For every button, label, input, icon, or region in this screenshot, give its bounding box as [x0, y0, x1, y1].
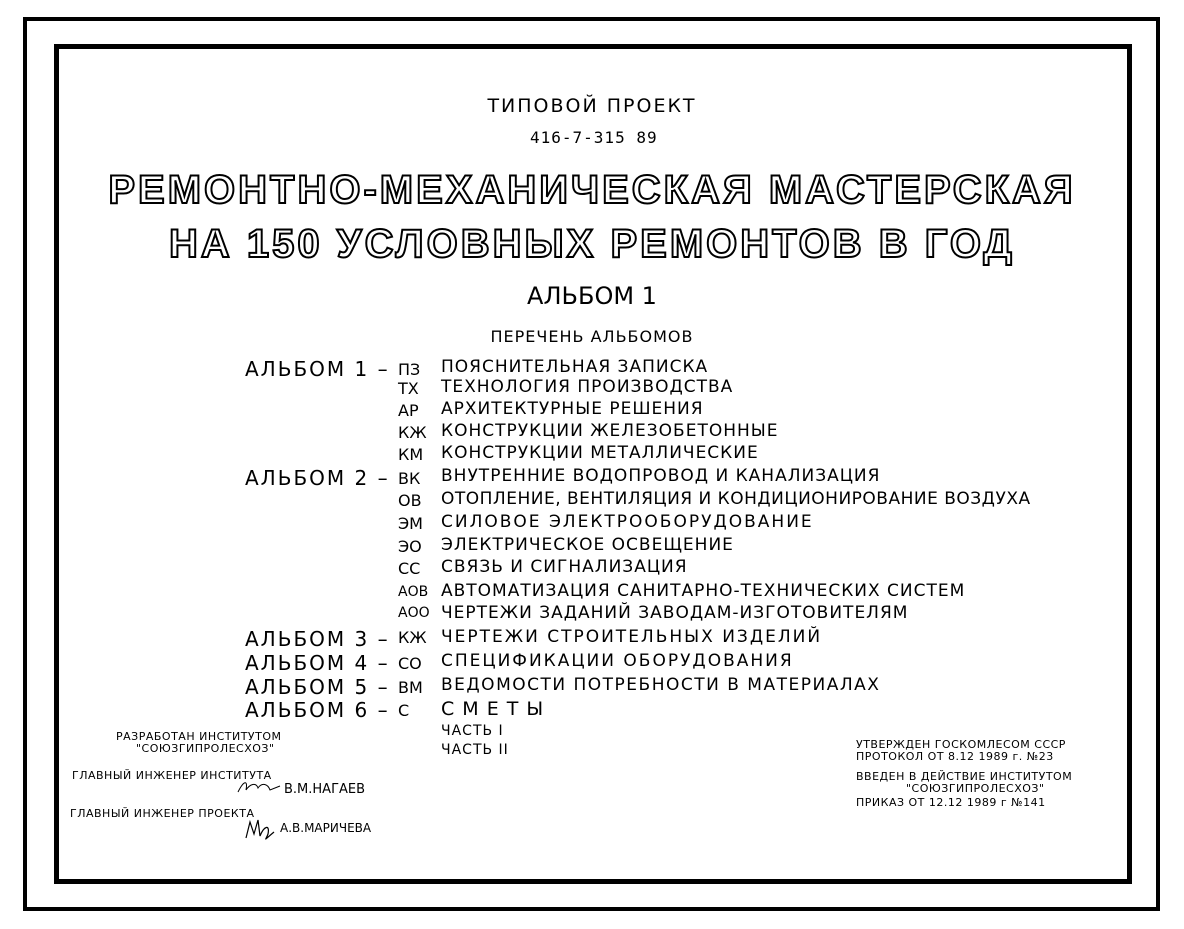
signature-nagaev	[236, 778, 284, 800]
row-text: ЧЕРТЕЖИ ЗАДАНИЙ ЗАВОДАМ-ИЗГОТОВИТЕЛЯМ	[441, 603, 909, 623]
introduced-institute: "СОЮЗГИПРОЛЕСХОЗ"	[906, 782, 1045, 795]
row-text: С М Е Т Ы	[441, 698, 545, 720]
developed-by: РАЗРАБОТАН ИНСТИТУТОМ	[116, 730, 282, 743]
row-code: ТХ	[398, 379, 419, 398]
row-text: СПЕЦИФИКАЦИИ ОБОРУДОВАНИЯ	[441, 651, 794, 671]
doc-type: ТИПОВОЙ ПРОЕКТ	[487, 95, 697, 117]
album-4-label: АЛЬБОМ 4 –	[245, 651, 390, 675]
album-6-label: АЛЬБОМ 6 –	[245, 698, 390, 722]
row-code: АОВ	[398, 584, 429, 600]
row-text: ПОЯСНИТЕЛЬНАЯ ЗАПИСКА	[441, 357, 709, 377]
row-code: ЭМ	[398, 514, 423, 533]
row-code: КЖ	[398, 423, 427, 442]
row-text: СВЯЗЬ И СИГНАЛИЗАЦИЯ	[441, 557, 688, 577]
row-code: С	[398, 701, 410, 720]
row-code: КМ	[398, 445, 424, 464]
row-code: ОВ	[398, 491, 422, 510]
row-code: КЖ	[398, 628, 427, 647]
approved-line: УТВЕРЖДЕН ГОСКОМЛЕСОМ СССР	[856, 738, 1066, 751]
row-text: ЧЕРТЕЖИ СТРОИТЕЛЬНЫХ ИЗДЕЛИЙ	[441, 627, 823, 647]
part-1: ЧАСТЬ I	[441, 723, 504, 739]
row-text: АВТОМАТИЗАЦИЯ САНИТАРНО-ТЕХНИЧЕСКИХ СИСТЕМ	[441, 581, 966, 601]
row-code: СС	[398, 559, 421, 578]
list-heading: ПЕРЕЧЕНЬ АЛЬБОМОВ	[490, 327, 694, 346]
row-text: КОНСТРУКЦИИ МЕТАЛЛИЧЕСКИЕ	[441, 443, 759, 463]
signature-maricheva	[244, 814, 278, 848]
row-text: ТЕХНОЛОГИЯ ПРОИЗВОДСТВА	[441, 377, 734, 397]
chief-engineer-institute-label: ГЛАВНЫЙ ИНЖЕНЕР ИНСТИТУТА	[72, 769, 272, 782]
row-code: ЭО	[398, 537, 422, 556]
row-text: СИЛОВОЕ ЭЛЕКТРООБОРУДОВАНИЕ	[441, 512, 814, 532]
album-5-label: АЛЬБОМ 5 –	[245, 675, 390, 699]
row-text: ВНУТРЕННИЕ ВОДОПРОВОД И КАНАЛИЗАЦИЯ	[441, 466, 881, 486]
protocol-line: ПРОТОКОЛ ОТ 8.12 1989 г. №23	[856, 750, 1054, 763]
album-1-label: АЛЬБОМ 1 –	[245, 357, 390, 381]
part-2: ЧАСТЬ II	[441, 742, 509, 758]
doc-code: 416-7-315 89	[530, 128, 658, 147]
row-code: СО	[398, 654, 422, 673]
row-text: ВЕДОМОСТИ ПОТРЕБНОСТИ В МАТЕРИАЛАХ	[441, 675, 881, 695]
developer-institute: "СОЮЗГИПРОЛЕСХОЗ"	[136, 742, 275, 755]
row-code: АР	[398, 401, 419, 420]
album-heading: АЛЬБОМ 1	[527, 282, 657, 310]
row-code: АОО	[398, 605, 430, 621]
row-text: ЭЛЕКТРИЧЕСКОЕ ОСВЕЩЕНИЕ	[441, 535, 734, 555]
row-text: КОНСТРУКЦИИ ЖЕЛЕЗОБЕТОННЫЕ	[441, 421, 779, 441]
row-text: ОТОПЛЕНИЕ, ВЕНТИЛЯЦИЯ И КОНДИЦИОНИРОВАНИЕ ВОЗДУХА	[441, 489, 1031, 509]
title-line-2: НА 150 УСЛОВНЫХ РЕМОНТОВ В ГОД	[169, 222, 1015, 266]
row-code: ВК	[398, 469, 421, 488]
row-code: ПЗ	[398, 360, 421, 379]
chief-engineer-project-name: А.В.МАРИЧЕВА	[280, 821, 372, 835]
row-code: ВМ	[398, 678, 423, 697]
chief-engineer-project-label: ГЛАВНЫЙ ИНЖЕНЕР ПРОЕКТА	[70, 807, 255, 820]
introduced-line: ВВЕДЕН В ДЕЙСТВИЕ ИНСТИТУТОМ	[856, 770, 1073, 783]
album-2-label: АЛЬБОМ 2 –	[245, 466, 390, 490]
album-3-label: АЛЬБОМ 3 –	[245, 627, 390, 651]
chief-engineer-institute-name: В.М.НАГАЕВ	[284, 782, 366, 797]
order-line: ПРИКАЗ ОТ 12.12 1989 г №141	[856, 796, 1046, 809]
title-line-1: РЕМОНТНО-МЕХАНИЧЕСКАЯ МАСТЕРСКАЯ	[108, 168, 1076, 212]
row-text: АРХИТЕКТУРНЫЕ РЕШЕНИЯ	[441, 399, 704, 419]
